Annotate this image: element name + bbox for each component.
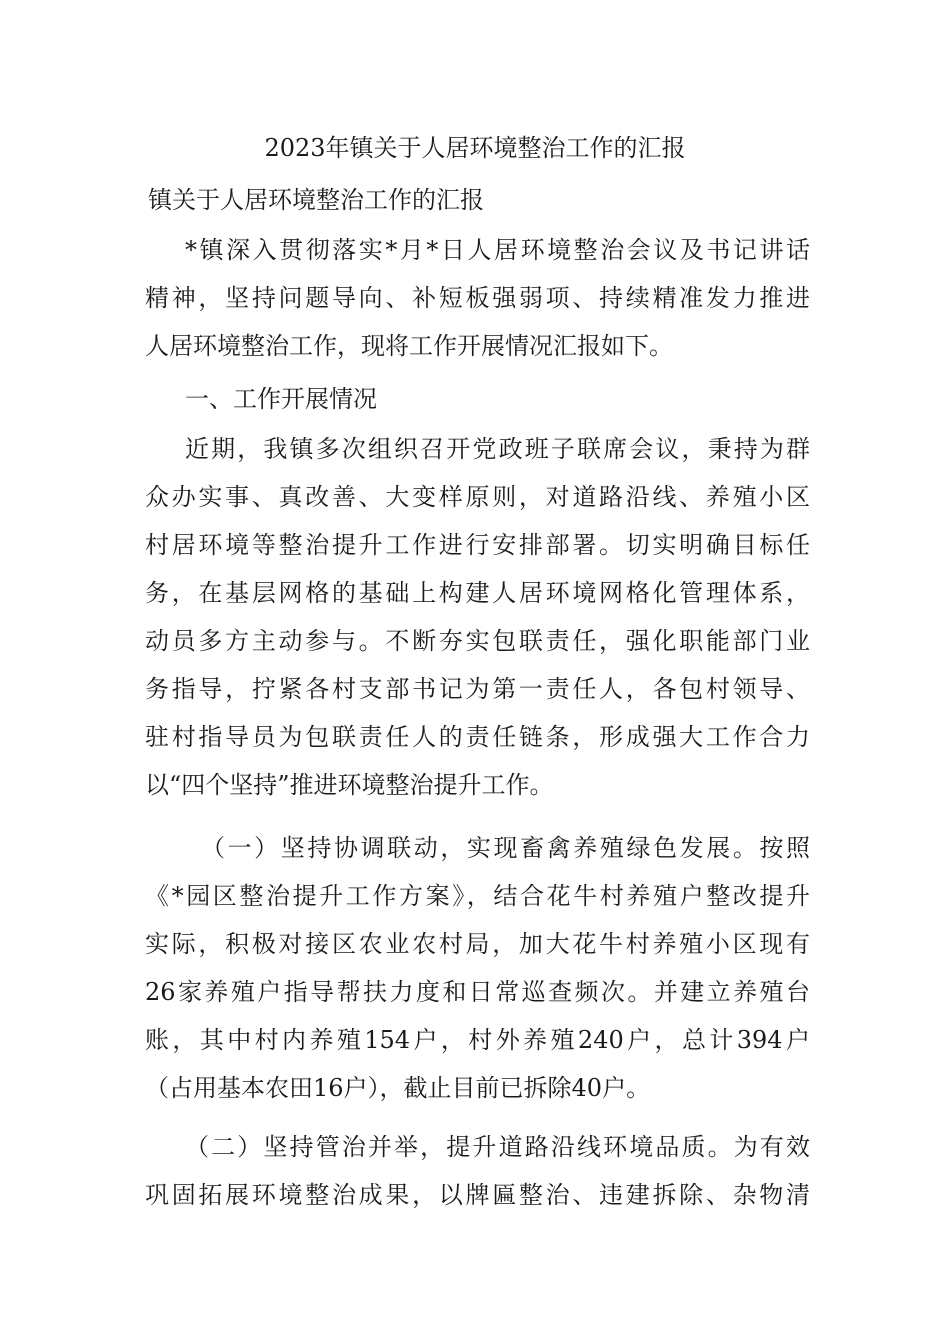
- paragraph-line: *镇深入贯彻落实*月*日人居环境整治会议及书记讲话: [185, 236, 810, 264]
- paragraph-line: 众办实事、真改善、大变样原则，对道路沿线、养殖小区: [145, 483, 810, 511]
- paragraph-line: 务指导，拧紧各村支部书记为第一责任人，各包村领导、: [145, 675, 810, 703]
- paragraph-line: （二）坚持管治并举，提升道路沿线环境品质。为有效: [185, 1133, 810, 1161]
- paragraph-line: 26家养殖户指导帮扶力度和日常巡查频次。并建立养殖台: [145, 978, 810, 1006]
- paragraph-line: 驻村指导员为包联责任人的责任链条，形成强大工作合力: [145, 723, 810, 751]
- paragraph-line: 村居环境等整治提升工作进行安排部署。切实明确目标任: [145, 531, 810, 559]
- paragraph-line: 务，在基层网格的基础上构建人居环境网格化管理体系，: [145, 579, 810, 607]
- paragraph-line: 巩固拓展环境整治成果，以牌匾整治、违建拆除、杂物清: [145, 1181, 810, 1209]
- intro-paragraph: [145, 226, 810, 370]
- section-heading-block: [145, 375, 810, 423]
- section-heading: 一、工作开展情况: [185, 385, 377, 413]
- paragraph-line: 精神，坚持问题导向、补短板强弱项、持续精准发力推进: [145, 284, 810, 312]
- paragraph-line: 以“四个坚持”推进环境整治提升工作。: [145, 771, 554, 799]
- paragraph-line: 实际，积极对接区农业农村局，加大花牛村养殖小区现有: [145, 930, 810, 958]
- paragraph-line: 账，其中村内养殖154户，村外养殖240户，总计394户: [145, 1026, 810, 1054]
- document-title: 2023年镇关于人居环境整治工作的汇报: [264, 134, 686, 162]
- item2-paragraph: [145, 1123, 810, 1219]
- paragraph-line: 近期，我镇多次组织召开党政班子联席会议，秉持为群: [185, 435, 810, 463]
- paragraph-line: （一）坚持协调联动，实现畜禽养殖绿色发展。按照: [201, 834, 810, 862]
- paragraph-line: 《*园区整治提升工作方案》，结合花牛村养殖户整改提升: [145, 882, 810, 910]
- section1-paragraph: [145, 425, 810, 809]
- document-subtitle: 镇关于人居环境整治工作的汇报: [148, 186, 484, 214]
- item1-paragraph: [145, 824, 810, 1112]
- paragraph-line: 人居环境整治工作，现将工作开展情况汇报如下。: [145, 332, 673, 360]
- paragraph-line: （占用基本农田16户），截止目前已拆除40户。: [145, 1074, 651, 1102]
- paragraph-line: 动员多方主动参与。不断夯实包联责任，强化职能部门业: [145, 627, 810, 655]
